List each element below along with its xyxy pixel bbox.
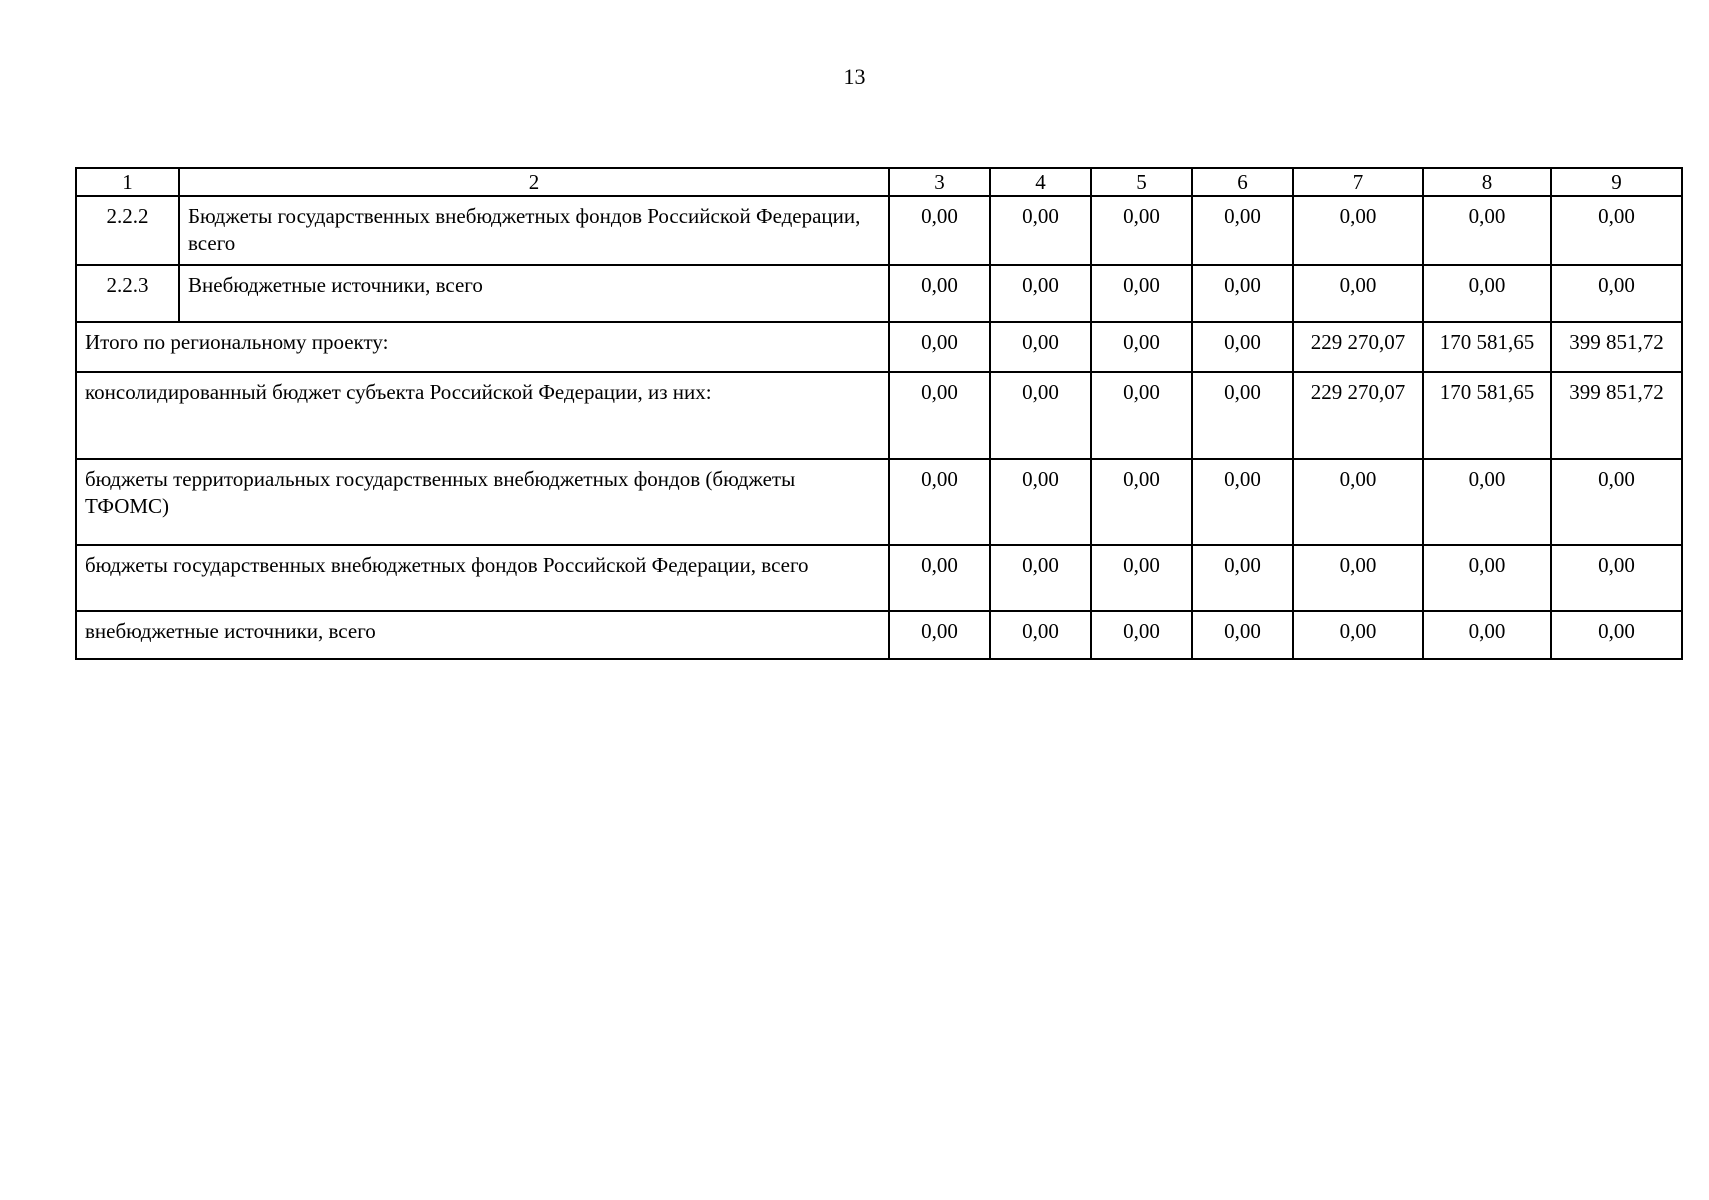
table-row [76,265,1682,322]
value-cell: 0,00 [1091,459,1192,545]
value-cell: 0,00 [1192,372,1293,459]
value-cell: 0,00 [1091,265,1192,322]
value-cell: 0,00 [889,265,990,322]
value-cell: 0,00 [1192,196,1293,265]
value-cell: 0,00 [1091,322,1192,372]
row-code: 2.2.2 [76,196,179,265]
value-cell: 0,00 [889,372,990,459]
row-label: Бюджеты государственных внебюджетных фондов Российской Федерации, всего [179,196,889,265]
value-cell: 0,00 [990,322,1091,372]
row-label: внебюджетные источники, всего [76,611,889,659]
value-cell: 0,00 [1293,545,1423,611]
value-cell: 0,00 [1423,545,1551,611]
value-cell: 0,00 [889,611,990,659]
row-label: Внебюджетные источники, всего [179,265,889,322]
value-cell: 170 581,65 [1423,322,1551,372]
value-cell: 0,00 [1551,196,1682,265]
value-cell: 0,00 [1423,196,1551,265]
value-cell: 0,00 [1192,265,1293,322]
column-number: 3 [889,168,990,196]
column-number: 4 [990,168,1091,196]
value-cell: 0,00 [1293,265,1423,322]
value-cell: 229 270,07 [1293,372,1423,459]
row-label: Итого по региональному проекту: [76,322,889,372]
value-cell: 0,00 [1091,196,1192,265]
value-cell: 229 270,07 [1293,322,1423,372]
column-number: 2 [179,168,889,196]
value-cell: 0,00 [889,196,990,265]
value-cell: 0,00 [1192,611,1293,659]
value-cell: 0,00 [1091,611,1192,659]
value-cell: 0,00 [1423,459,1551,545]
row-label: бюджеты территориальных государственных внебюджетных фондов (бюджеты ТФОМС) [76,459,889,545]
column-number: 6 [1192,168,1293,196]
value-cell: 0,00 [1293,196,1423,265]
table-row [76,545,1682,611]
value-cell: 0,00 [1192,322,1293,372]
value-cell: 399 851,72 [1551,372,1682,459]
value-cell: 0,00 [1192,545,1293,611]
value-cell: 0,00 [1293,611,1423,659]
table-row [76,196,1682,265]
value-cell: 0,00 [1293,459,1423,545]
value-cell: 0,00 [1091,545,1192,611]
value-cell: 0,00 [1551,611,1682,659]
column-number-row [76,168,1682,196]
value-cell: 170 581,65 [1423,372,1551,459]
value-cell: 0,00 [990,611,1091,659]
value-cell: 399 851,72 [1551,322,1682,372]
value-cell: 0,00 [1091,372,1192,459]
value-cell: 0,00 [990,459,1091,545]
row-label: консолидированный бюджет субъекта Российской Федерации, из них: [76,372,889,459]
value-cell: 0,00 [889,322,990,372]
table-row [76,459,1682,545]
column-number: 1 [76,168,179,196]
column-number: 5 [1091,168,1192,196]
value-cell: 0,00 [990,545,1091,611]
value-cell: 0,00 [1423,265,1551,322]
value-cell: 0,00 [1192,459,1293,545]
budget-table [75,167,1683,660]
page-number: 13 [843,64,866,89]
value-cell: 0,00 [990,196,1091,265]
column-number: 7 [1293,168,1423,196]
value-cell: 0,00 [990,265,1091,322]
value-cell: 0,00 [990,372,1091,459]
value-cell: 0,00 [1551,265,1682,322]
value-cell: 0,00 [1551,545,1682,611]
value-cell: 0,00 [1551,459,1682,545]
value-cell: 0,00 [1423,611,1551,659]
total-row [76,322,1682,372]
value-cell: 0,00 [889,545,990,611]
table-row [76,372,1682,459]
row-code: 2.2.3 [76,265,179,322]
column-number: 8 [1423,168,1551,196]
row-label: бюджеты государственных внебюджетных фондов Российской Федерации, всего [76,545,889,611]
column-number: 9 [1551,168,1682,196]
value-cell: 0,00 [889,459,990,545]
table-row [76,611,1682,659]
